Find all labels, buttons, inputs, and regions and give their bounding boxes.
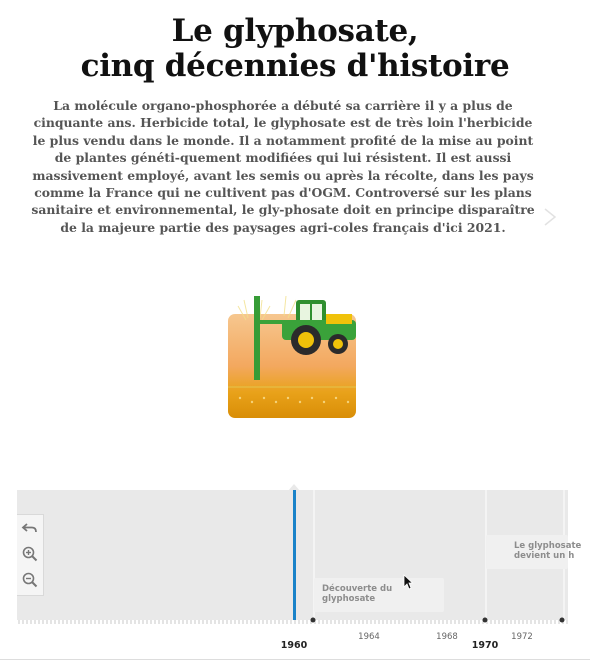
tractor-spraying-field-icon <box>226 290 360 420</box>
event-label-line-2: devient un h <box>514 551 575 561</box>
timeline-controls <box>17 514 44 596</box>
chevron-right-icon[interactable] <box>542 207 558 227</box>
title-line-1: Le glyphosate, <box>171 13 419 49</box>
timeline-event-herbicide[interactable] <box>486 535 582 569</box>
event-label-line-2: glyphosate <box>322 594 376 604</box>
timeline-event-discovery[interactable] <box>314 578 444 612</box>
tick-label-minor: 1972 <box>511 632 533 642</box>
event-label-line-1: Découverte du <box>322 584 393 594</box>
tick-label-minor: 1968 <box>436 632 458 642</box>
zoom-out-icon[interactable] <box>21 571 39 589</box>
event-label-line-1: Le glyphosate <box>514 541 582 551</box>
intro-paragraph: La molécule organo-phosphorée a débuté sa carrière il y a plus de cinquante ans. Herbicide total, le glyphosate est de très loin l'herbicide le plus vendu dans le monde. Il a notamment profité de la mise au point de plantes généti-quement modifiées qui lui résistent. Il est aussi massivement employé, avant les semis ou après la récolte, dans les pays comme la France qui ne cultivent pas d'OGM. Controversé sur les plans sanitaire et environnemental, le gly-phosate doit en principe disparaître de la majeure partie des paysages agri-coles français d'ici 2021. <box>31 98 535 235</box>
title-line-2: cinq décennies d'histoire <box>80 48 510 84</box>
tick-label-major: 1960 <box>280 640 308 651</box>
tick-label-major: 1970 <box>471 640 499 651</box>
timeline-panel[interactable] <box>17 490 582 620</box>
timeline-axis <box>17 620 568 660</box>
page-title <box>0 14 590 84</box>
back-icon[interactable] <box>21 519 39 537</box>
timeline-current-marker[interactable] <box>293 490 296 620</box>
tick-label-minor: 1964 <box>358 632 380 642</box>
mouse-cursor-icon <box>403 574 413 590</box>
zoom-in-icon[interactable] <box>21 545 39 563</box>
